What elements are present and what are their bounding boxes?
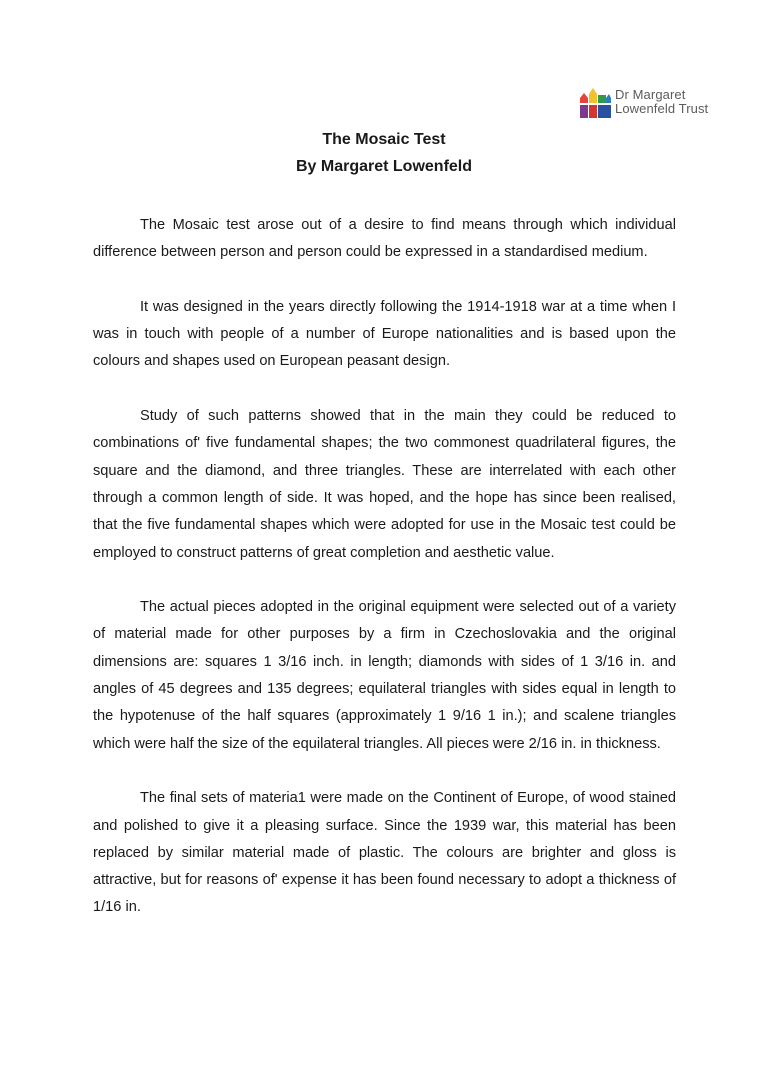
trust-logo-text [615,88,708,116]
mosaic-houses-logo-icon [580,84,611,120]
paragraph: The actual pieces adopted in the original equipment were selected out of a variety of material made for other purposes by a firm in Czechoslovakia and the original dimensions are: squares 1 3/16 inch. in length; diamonds with sides of 1 3/16 in. and angles of 45 degrees and 135 degrees; equilateral triangles with sides equal in length to the hypotenuse of the half squares (approximately 1 9/16 1 in.); and scalene triangles which were half the size of the equilateral triangles. All pieces were 2/16 in. in thickness. [93,599,676,752]
document-title: The Mosaic Test [322,131,446,148]
logo-line-1: Dr Margaret [615,87,686,102]
title-block [0,126,768,180]
paragraph: The Mosaic test arose out of a desire to find means through which individual difference between person and person could be expressed in a standardised medium. [93,217,676,261]
paragraph: It was designed in the years directly following the 1914-1918 war at a time when I was in touch with people of a number of Europe nationalities and is based upon the colours and shapes used on European peasant design. [93,298,676,370]
paragraph: Study of such patterns showed that in the main they could be reduced to combinations of' five fundamental shapes; the two commonest quadrilateral figures, the square and the diamond, and three triangles. These are interrelated with each other through a common length of side. It was hoped, and the hope has since been realised, that the five fundamental shapes which were adopted for use in the Mosaic test could be employed to construct patterns of great completion and aesthetic value. [93,408,676,561]
paragraph: The final sets of materia1 were made on the Continent of Europe, of wood stained and polished to give it a pleasing surface. Since the 1939 war, this material has been replaced by similar material made of plastic. The colours are brighter and gloss is attractive, but for reasons of' expense it has been found necessary to adopt a thickness of 1/16 in. [93,790,676,916]
document-author: By Margaret Lowenfeld [295,158,473,175]
trust-logo [580,84,708,120]
logo-line-2: Lowenfeld Trust [615,101,709,116]
body-text [93,212,676,949]
